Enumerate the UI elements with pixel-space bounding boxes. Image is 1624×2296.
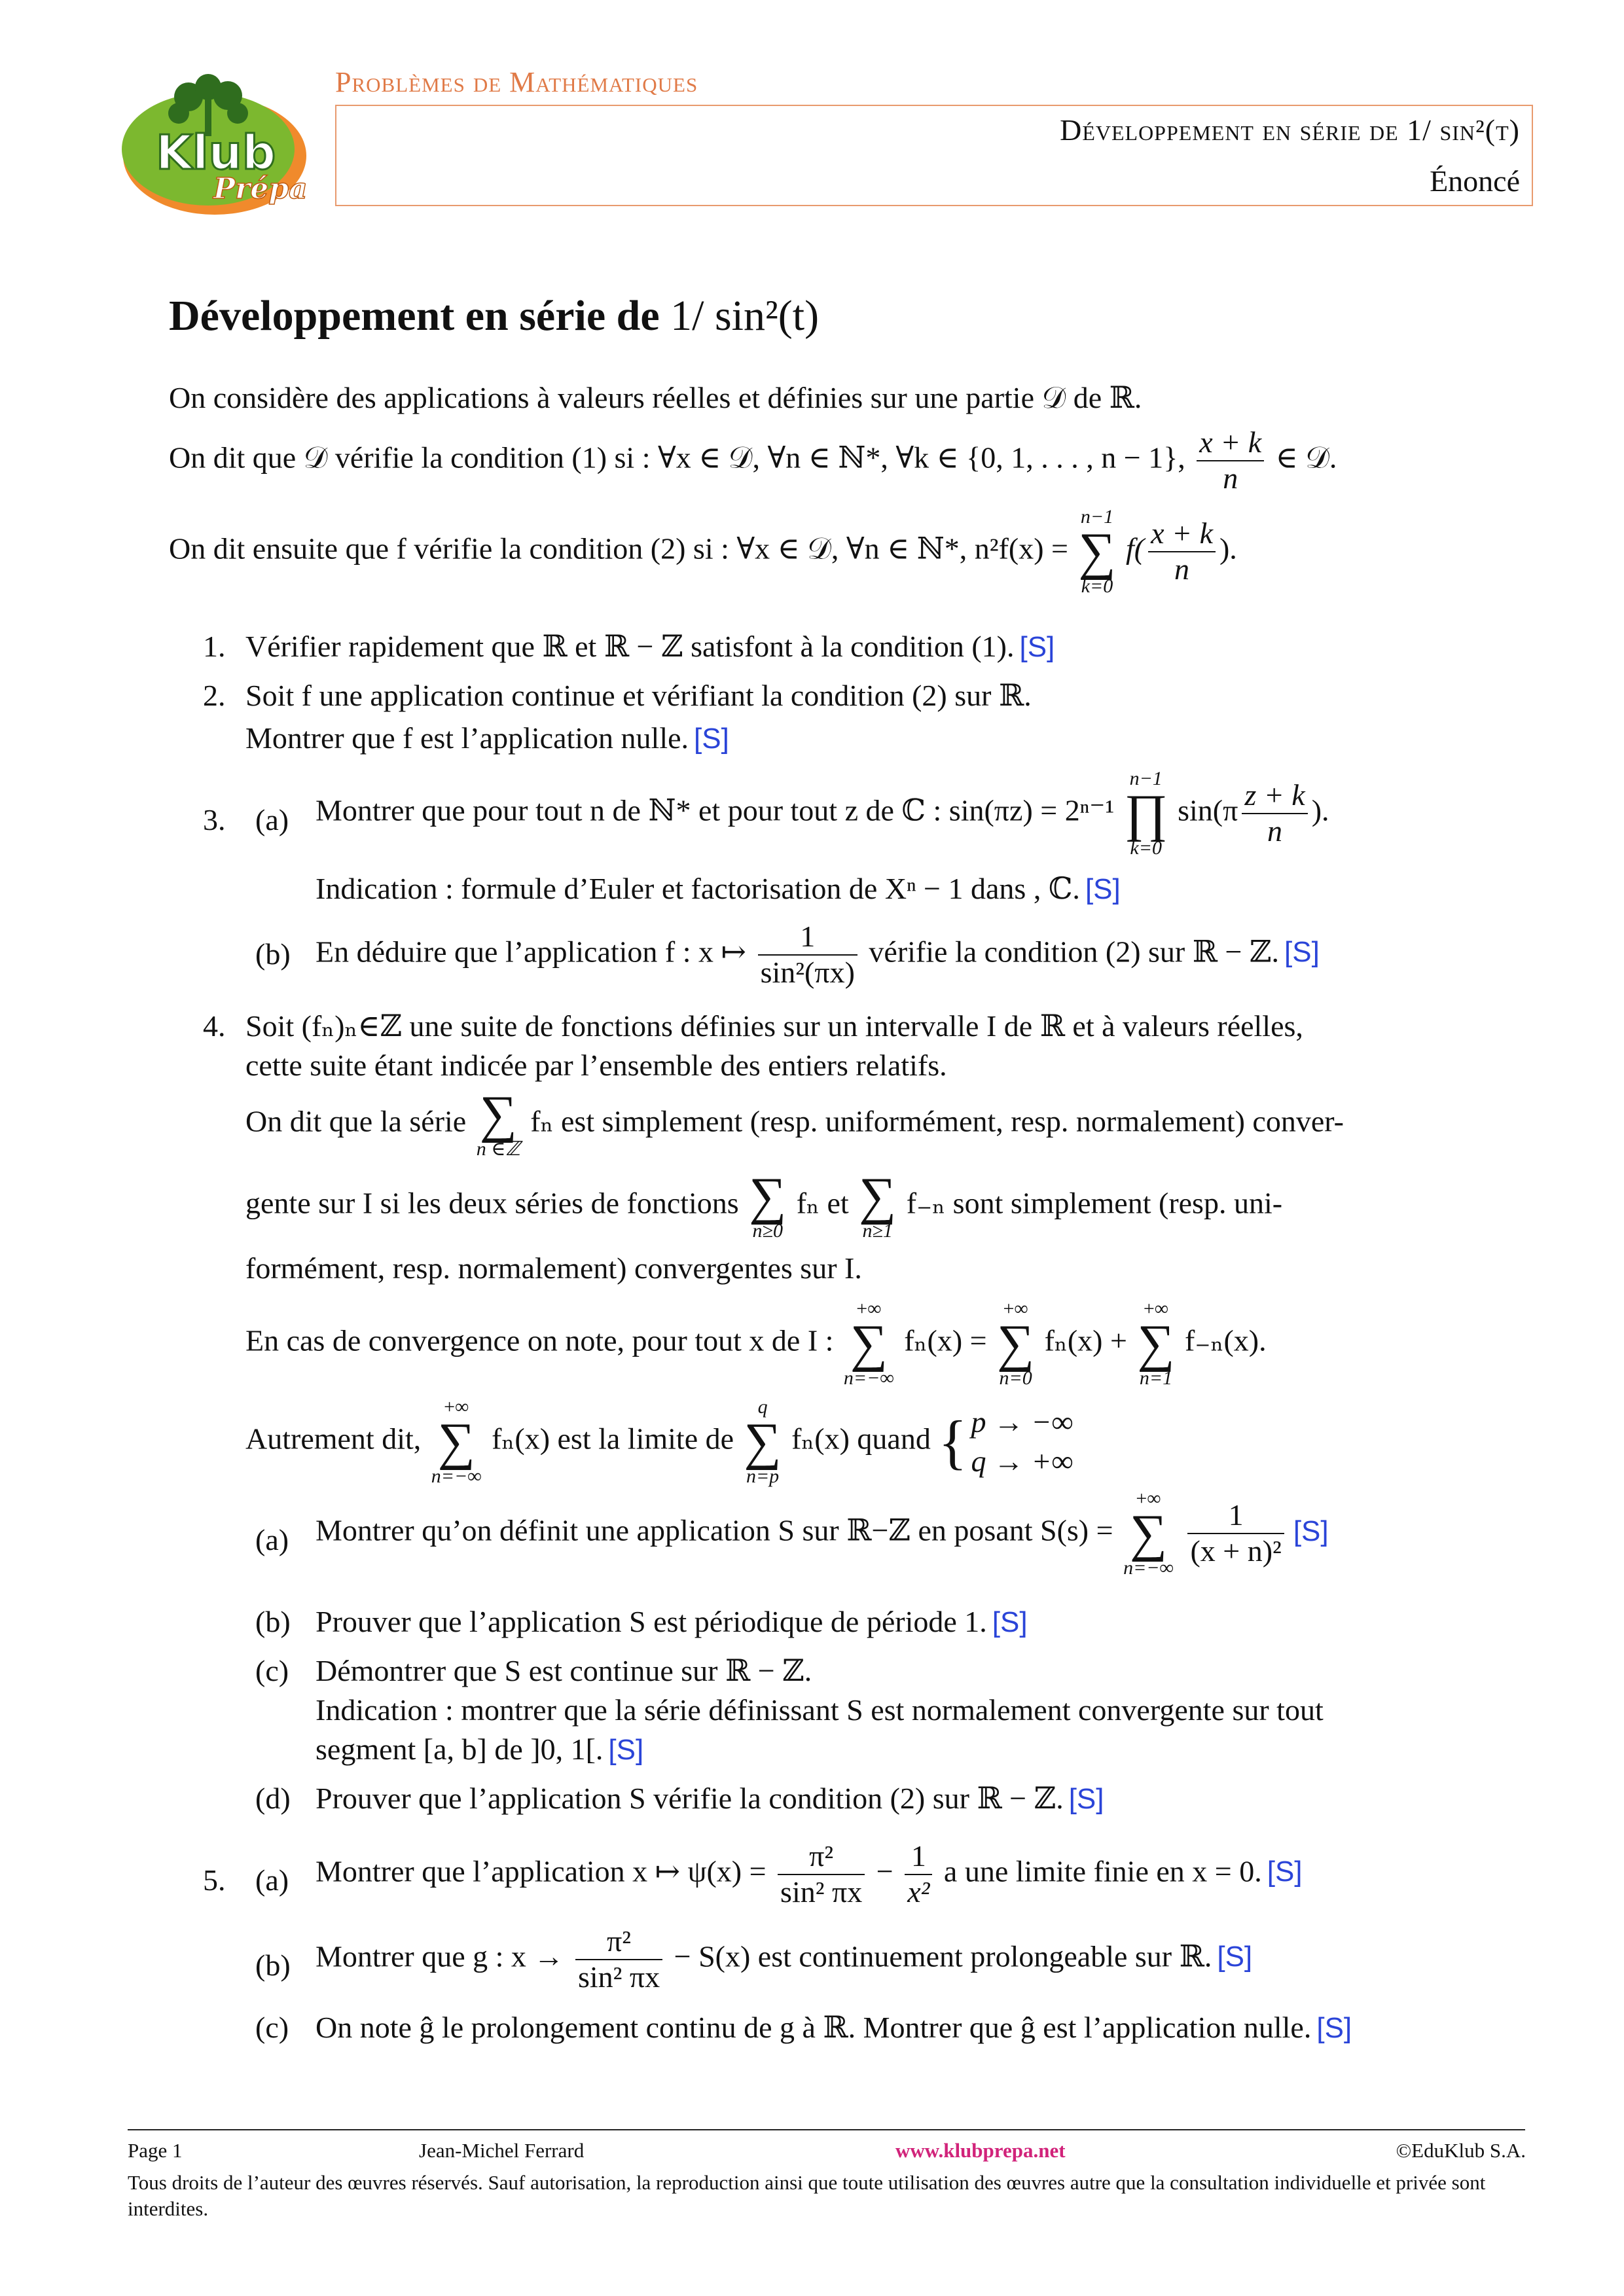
fraction-1-xn2	[1187, 1498, 1284, 1569]
condition-1-end: ∈ 𝒟.	[1275, 440, 1337, 475]
copyright: ©EduKlub S.A.	[1396, 2139, 1526, 2162]
solution-link[interactable]: [S]	[1217, 1941, 1253, 1973]
question-3b-label: (b)	[255, 937, 291, 971]
product-symbol	[1125, 769, 1168, 858]
question-4c-label: (c)	[255, 1654, 289, 1687]
intro-line-1: On considère des applications à valeurs réelles et définies sur une partie 𝒟 de ℝ.	[169, 381, 1142, 414]
sum-symbol	[1137, 1299, 1174, 1388]
numerator: 1	[905, 1839, 932, 1875]
author: Jean-Michel Ferrard	[419, 2139, 585, 2162]
solution-link[interactable]: [S]	[694, 723, 729, 755]
title-text: Développement en série de	[169, 292, 660, 340]
denominator: sin² πx	[780, 1874, 863, 1909]
question-4-line-6	[245, 1299, 1267, 1388]
question-2-text: Montrer que f est l’application nulle.	[245, 721, 689, 755]
question-3b	[316, 920, 1320, 990]
fraction-zk-n	[1242, 778, 1307, 849]
close-paren: ).	[1219, 531, 1237, 565]
sigma: ∑	[1137, 1315, 1175, 1372]
question-4b	[316, 1604, 1028, 1640]
condition-1-text: On dit que 𝒟 vérifie la condition (1) si : ∀x ∈ 𝒟, ∀n ∈ ℕ*, ∀k ∈ {0, 1, . . . , n − 1},	[169, 440, 1185, 475]
question-5a	[316, 1839, 1303, 1910]
solution-link[interactable]: [S]	[1267, 1856, 1303, 1888]
sigma: ∑	[859, 1168, 897, 1225]
limit-cases	[971, 1403, 1074, 1481]
header-subtitle: Énoncé	[1430, 164, 1520, 198]
question-4c-hint-2	[316, 1731, 643, 1768]
fraction-xk-n	[1197, 425, 1264, 496]
sum-symbol	[844, 1299, 894, 1388]
svg-text:Klub: Klub	[156, 125, 276, 180]
solution-link[interactable]: [S]	[1316, 2012, 1352, 2044]
hint-text: Indication : formule d’Euler et factorisation de Xⁿ − 1 dans , ℂ.	[316, 872, 1080, 905]
sum-symbol	[997, 1299, 1034, 1388]
question-5c	[316, 2009, 1352, 2046]
upper-limit: +∞	[1136, 1488, 1161, 1509]
fraction-1-x2	[905, 1839, 932, 1910]
fraction-pi2-sin2	[778, 1839, 865, 1910]
text: fₙ est simplement (resp. uniformément, resp. normalement) conver-	[530, 1104, 1344, 1138]
f-open: f(	[1126, 531, 1145, 565]
numerator: π²	[778, 1839, 865, 1875]
text: Prouver que l’application S est périodique de période 1.	[316, 1605, 987, 1638]
text: fₙ(x) +	[1044, 1323, 1127, 1357]
sum-symbol	[476, 1086, 520, 1160]
question-5c-label: (c)	[255, 2011, 289, 2044]
lower-limit: n=0	[999, 1367, 1032, 1389]
solution-link[interactable]: [S]	[1068, 1783, 1104, 1815]
intro-line-3	[169, 507, 1237, 596]
footer-rule	[128, 2129, 1525, 2130]
numerator: 1	[1187, 1498, 1284, 1534]
question-3a-text: Montrer que pour tout n de ℕ* et pour tout z de ℂ : sin(πz) = 2ⁿ⁻¹	[316, 793, 1115, 827]
fraction-xk-n	[1148, 516, 1216, 587]
page-title	[169, 291, 819, 341]
text: − S(x) est continuement prolongeable sur ℝ.	[674, 1939, 1212, 1973]
lower-limit: n=−∞	[1123, 1557, 1174, 1579]
text: Prouver que l’application S vérifie la condition (2) sur ℝ − ℤ.	[316, 1782, 1064, 1815]
upper-limit: n−1	[1080, 506, 1114, 528]
sum-symbol	[749, 1168, 787, 1242]
lower-limit: n≥1	[862, 1220, 893, 1242]
text: Autrement dit,	[245, 1422, 422, 1456]
lower-limit: n=−∞	[843, 1367, 894, 1389]
question-2-number: 2.	[203, 679, 226, 712]
sigma: ∑	[1129, 1505, 1168, 1562]
denominator: sin² πx	[577, 1960, 660, 1994]
site-link[interactable]: www.klubprepa.net	[895, 2139, 1066, 2162]
upper-limit: q	[757, 1396, 768, 1418]
question-4a-label: (a)	[255, 1523, 289, 1556]
denominator: sin²(πx)	[760, 955, 855, 989]
denominator: x²	[907, 1874, 930, 1909]
solution-link[interactable]: [S]	[1085, 873, 1121, 905]
question-3a-hint	[316, 870, 1121, 907]
text: fₙ et	[796, 1186, 849, 1220]
question-2-line-2	[245, 720, 729, 757]
minus-sign: −	[876, 1854, 893, 1888]
numerator: x + k	[1148, 516, 1216, 552]
text: Montrer que g : x →	[316, 1939, 564, 1973]
question-4c-text: Démontrer que S est continue sur ℝ − ℤ.	[316, 1654, 812, 1687]
sigma: ∑	[997, 1315, 1035, 1372]
question-4d-label: (d)	[255, 1782, 291, 1815]
question-2-line-1: Soit f une application continue et vérifiant la condition (2) sur ℝ.	[245, 679, 1032, 712]
lower-limit: n=1	[1139, 1367, 1173, 1389]
numerator: x + k	[1197, 425, 1264, 461]
question-1-text: Vérifier rapidement que ℝ et ℝ − ℤ satisfont à la condition (1).	[245, 630, 1015, 663]
text: segment [a, b] de ]0, 1[.	[316, 1732, 604, 1766]
numerator: 1	[758, 920, 857, 956]
upper-limit: +∞	[1003, 1298, 1028, 1319]
text: En cas de convergence on note, pour tout x de I :	[245, 1323, 834, 1357]
lower-limit: k=0	[1081, 575, 1113, 597]
sigma: ∑	[744, 1413, 782, 1471]
question-4-line-4	[245, 1168, 1283, 1242]
case-p: p → −∞	[971, 1405, 1074, 1439]
question-4b-label: (b)	[255, 1605, 291, 1638]
intro-line-2	[169, 425, 1337, 496]
question-3b-text: En déduire que l’application f : x ↦	[316, 935, 747, 969]
klubprepa-logo	[117, 58, 313, 218]
question-3b-end: vérifie la condition (2) sur ℝ − ℤ.	[869, 935, 1279, 969]
text: fₙ(x) =	[904, 1323, 987, 1357]
solution-link[interactable]: [S]	[1293, 1515, 1329, 1547]
sum-symbol	[1123, 1489, 1174, 1578]
question-1	[245, 628, 1055, 665]
question-3a	[316, 769, 1329, 858]
question-5b-label: (b)	[255, 1948, 291, 1982]
sin-pi: sin(π	[1178, 793, 1238, 827]
question-3-number: 3.	[203, 803, 226, 836]
text: f₋ₙ(x).	[1184, 1323, 1267, 1357]
sum-symbol	[744, 1397, 782, 1486]
upper-limit: n−1	[1129, 768, 1163, 789]
question-4-number: 4.	[203, 1009, 226, 1043]
text: Montrer que l’application x ↦ ψ(x) =	[316, 1854, 767, 1888]
sigma: ∑	[437, 1413, 475, 1471]
text: On dit que la série	[245, 1104, 467, 1138]
sigma: ∑	[850, 1315, 888, 1372]
solution-link[interactable]: [S]	[1284, 936, 1320, 969]
close-paren: ).	[1311, 793, 1329, 827]
question-4-line-2: cette suite étant indicée par l’ensemble des entiers relatifs.	[245, 1049, 947, 1082]
fraction-1-sin2	[758, 920, 857, 990]
pi-product: ∏	[1124, 785, 1168, 842]
question-5b	[316, 1924, 1252, 1995]
lower-limit: n ∈ℤ	[476, 1138, 520, 1160]
upper-limit: +∞	[1143, 1298, 1169, 1319]
text: fₙ(x) est la limite de	[492, 1422, 734, 1456]
sigma: ∑	[479, 1086, 517, 1143]
text: gente sur I si les deux séries de fonctions	[245, 1186, 739, 1220]
text: fₙ(x) quand	[791, 1422, 931, 1456]
case-q: q → +∞	[971, 1444, 1074, 1478]
text: Montrer qu’on définit une application S sur ℝ−ℤ en posant S(s) =	[316, 1513, 1113, 1547]
text: f₋ₙ sont simplement (resp. uni-	[906, 1186, 1283, 1220]
svg-text:Prépa: Prépa	[213, 172, 308, 206]
header-box	[335, 105, 1533, 206]
upper-limit: +∞	[856, 1298, 882, 1319]
sum-symbol	[1078, 507, 1115, 596]
solution-link[interactable]: [S]	[1019, 631, 1055, 663]
denominator: n	[1267, 814, 1283, 848]
lower-limit: n≥0	[752, 1220, 783, 1242]
denominator: n	[1174, 552, 1190, 586]
solution-link[interactable]: [S]	[992, 1606, 1028, 1638]
text: a une limite finie en x = 0.	[943, 1854, 1262, 1888]
sigma: ∑	[1078, 523, 1116, 581]
fraction-pi2-sin2	[575, 1924, 662, 1995]
sigma: ∑	[749, 1168, 787, 1225]
question-4-line-3	[245, 1086, 1344, 1160]
sum-symbol	[859, 1168, 897, 1242]
numerator: z + k	[1242, 778, 1307, 814]
solution-link[interactable]: [S]	[608, 1734, 644, 1766]
page-number: Page 1	[128, 2139, 183, 2162]
question-4-line-5: formément, resp. normalement) convergentes sur I.	[245, 1251, 862, 1285]
rights-notice: Tous droits de l’auteur des œuvres réservés. Sauf autorisation, la reproduction ainsi que toute utilisation des œuvres autre que la consultation individuelle et privée sont interdites.	[128, 2171, 1486, 2221]
condition-2-text: On dit ensuite que f vérifie la condition (2) si : ∀x ∈ 𝒟, ∀n ∈ ℕ*, n²f(x) =	[169, 531, 1068, 565]
denominator: n	[1223, 461, 1238, 495]
numerator: π²	[575, 1924, 662, 1960]
title-math: 1/ sin²(t)	[670, 292, 820, 340]
lower-limit: n=−∞	[431, 1465, 482, 1487]
question-5-number: 5.	[203, 1863, 226, 1897]
question-4d	[316, 1780, 1104, 1817]
header-title: Développement en série de 1/ sin²(t)	[1060, 113, 1520, 147]
lower-limit: n=p	[746, 1465, 780, 1487]
question-3a-label: (a)	[255, 803, 289, 836]
upper-limit: +∞	[444, 1396, 469, 1418]
question-4-line-7	[245, 1397, 1073, 1486]
sum-symbol	[431, 1397, 482, 1486]
lower-limit: k=0	[1130, 837, 1162, 859]
question-4a	[316, 1489, 1329, 1578]
series-title: Problèmes de Mathématiques	[335, 66, 698, 98]
denominator: (x + n)²	[1190, 1534, 1282, 1568]
text: On note ĝ le prolongement continu de g à ℝ. Montrer que ĝ est l’application nulle.	[316, 2011, 1312, 2044]
question-4-line-1: Soit (fₙ)ₙ∈ℤ une suite de fonctions définies sur un intervalle I de ℝ et à valeurs réelles,	[245, 1009, 1303, 1043]
question-5a-label: (a)	[255, 1863, 289, 1897]
left-brace: {	[938, 1408, 967, 1475]
question-1-number: 1.	[203, 630, 226, 663]
question-4c-hint-1: Indication : montrer que la série définissant S est normalement convergente sur tout	[316, 1693, 1324, 1727]
